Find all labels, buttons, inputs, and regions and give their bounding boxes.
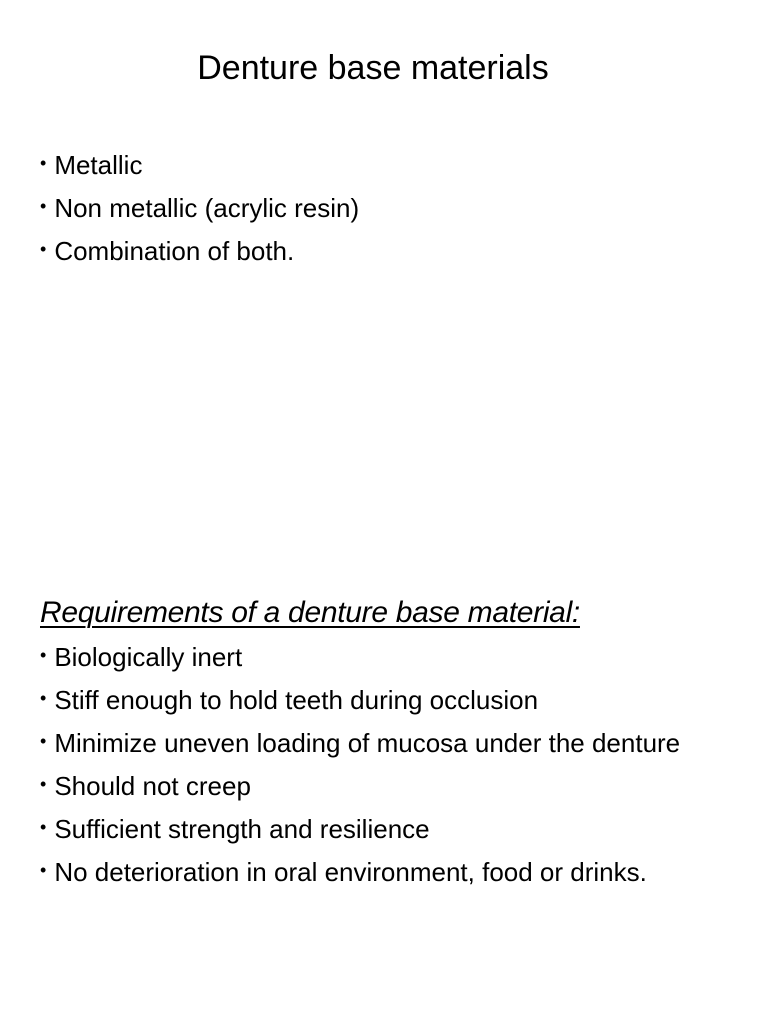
list-item-text: Minimize uneven loading of mucosa under the denture — [54, 728, 681, 758]
bullet-icon: • — [40, 774, 47, 794]
bullet-icon: • — [40, 239, 47, 259]
page-title: Denture base materials — [197, 49, 549, 87]
list-item-text: Stiff enough to hold teeth during occlusion — [54, 685, 539, 715]
requirements-heading: Requirements of a denture base material: — [40, 596, 580, 629]
bullet-icon: • — [40, 645, 47, 665]
bullet-icon: • — [40, 688, 47, 708]
bullet-icon: • — [40, 860, 47, 880]
list-item-text: Should not creep — [54, 771, 251, 801]
list-item-text: Combination of both. — [54, 236, 295, 266]
list-item — [40, 765, 740, 808]
requirements-list — [40, 636, 740, 894]
list-item — [40, 808, 740, 851]
list-item — [40, 851, 740, 894]
materials-list — [40, 144, 359, 273]
list-item-text: Metallic — [54, 150, 143, 180]
list-item-text: No deterioration in oral environment, food or drinks. — [54, 857, 647, 887]
bullet-icon: • — [40, 817, 47, 837]
bullet-icon: • — [40, 153, 47, 173]
list-item-text: Sufficient strength and resilience — [54, 814, 430, 844]
list-item — [40, 144, 359, 187]
bullet-icon: • — [40, 731, 47, 751]
list-item — [40, 679, 740, 722]
list-item-text: Non metallic (acrylic resin) — [54, 193, 360, 223]
list-item-text: Biologically inert — [54, 642, 243, 672]
list-item — [40, 722, 740, 765]
bullet-icon: • — [40, 196, 47, 216]
list-item — [40, 636, 740, 679]
list-item — [40, 230, 359, 273]
list-item — [40, 187, 359, 230]
